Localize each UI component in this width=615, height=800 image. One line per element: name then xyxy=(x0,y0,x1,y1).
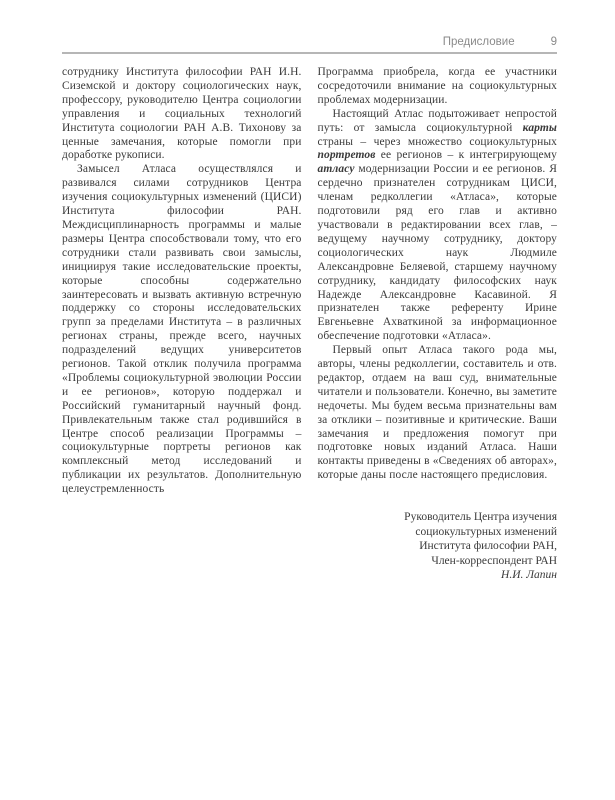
text-column-left xyxy=(62,66,302,497)
body-text: Замысел Атласа осуществлялся и развивался силами сотрудников Центра изучения социокультурных изменений (ЦИСИ) Института философии РАН. Междисциплинарность программы и малые размеры Центра способствовали тому, что его сотрудники стали развивать свои замыслы, инициируя такие исследовательские проекты, которые способны содержательно заинтересовать и вызвать активную встречную поддержку со стороны исследовательских групп за пределами Института – в различных регионах страны, прежде всего, научных подразделений ведущих университетов регионов. Такой отклик получила программа «Проблемы социокультурной эволюции России и ее регионов», которую поддержал и Российский гуманитарный научный фонд. Привлекательным также стал родившийся в Центре способ реализации Программы – социокультурные портреты регионов как комплексный метод исследований и публикации их результатов. Дополнительную целеустремленность xyxy=(62,163,302,496)
paragraph xyxy=(318,66,558,108)
signature-author: Н.И. Лапин xyxy=(501,569,557,582)
paragraph xyxy=(318,108,558,344)
paragraph xyxy=(62,66,302,163)
signature-line: социокультурных изменений xyxy=(415,525,557,538)
body-text: страны – через множество социокультурных xyxy=(317,135,557,148)
emphasis-term: атласу xyxy=(317,163,355,176)
body-text: Настоящий Атлас подытоживает непростой путь: от замысла социокультурной xyxy=(317,107,557,134)
text-column-right xyxy=(318,66,558,497)
emphasis-term: карты xyxy=(522,121,557,134)
body-text: сотруднику Института философии РАН И.Н. Сиземской и доктору социологических наук, профессору, руководителю Центра социологии управления и социальных технологий Института социологии РАН А.В. Тихонову за ценные замечания, которые помогли при доработке рукописи. xyxy=(62,66,302,162)
text-columns xyxy=(62,66,557,497)
signature-line: Руководитель Центра изучения xyxy=(404,511,557,523)
paragraph xyxy=(318,344,558,483)
header-rule xyxy=(62,52,557,54)
body-text: ее регионов – к интегрирующему xyxy=(375,149,557,162)
body-text: Первый опыт Атласа такого рода мы, авторы, члены редколлегии, составитель и отв. редактор, отдаем на ваш суд, внимательные читатели и пользователи. Конечно, вы заметите недочеты. Мы будем весьма признательны вам за отклики – позитивные и критические. Ваши замечания и предложения помогут при подготовке новых изданий Атласа. Наши контакты приведены в «Сведениях об авторах», которые даны после настоящего предисловия. xyxy=(317,344,557,482)
running-head: Предисловие xyxy=(442,36,515,48)
signature-line: Института философии РАН, xyxy=(419,540,557,553)
emphasis-term: портретов xyxy=(317,149,376,162)
page-number: 9 xyxy=(550,36,557,48)
page-header xyxy=(62,36,557,48)
signature-block xyxy=(62,510,557,583)
signature-line: Член-корреспондент РАН xyxy=(431,554,557,567)
body-text: Программа приобрела, когда ее участники сосредоточили внимание на социокультурных проблемах модернизации. xyxy=(317,66,557,106)
paragraph xyxy=(62,163,302,497)
body-text: модернизации России и ее регионов. Я сердечно признателен сотрудникам ЦИСИ, членам редколлегии «Атласа», которые подготовили ряд его глав и активно участвовали в редактировании всех глав, – ведущему научному сотруднику, доктору социологических наук Людмиле Александровне Беляевой, старшему научному сотруднику, кандидату философских наук Надежде Александровне Касавиной. Я признателен также референту Ирине Евгеньевне Ахваткиной за информационное обеспечение подготовки «Атласа». xyxy=(317,163,557,343)
